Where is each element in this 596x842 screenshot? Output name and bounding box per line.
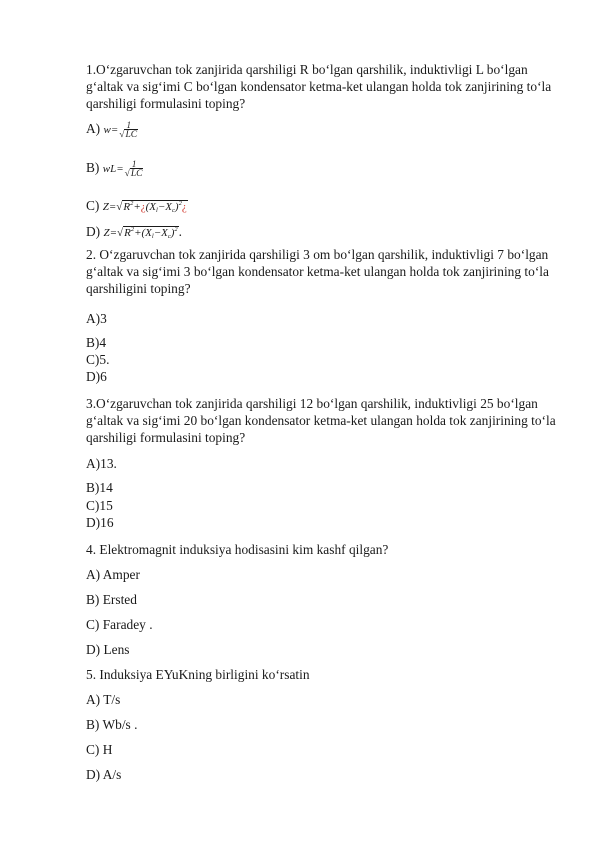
q3-option-c: C)15 bbox=[86, 498, 113, 513]
q1-option-a-label: A) bbox=[86, 121, 101, 137]
q1-option-a-formula bbox=[103, 120, 139, 140]
question-1-text: 1.O‘zgaruvchan tok zanjirida qarshiligi R bo‘lgan qarshilik, induktivligi L bo‘lgan g‘altak va sig‘imi C bo‘lgan kondensator ketma-ket ulangan holda tok zanjirining to‘la qarshiligi formulasini toping? bbox=[86, 62, 552, 111]
q3-option-a: A)13. bbox=[86, 456, 117, 471]
q1-option-d-formula: $Z=√R^2+(X_l-X_c)^2$ bbox=[103, 226, 178, 240]
q2-option-c: C)5. bbox=[86, 352, 110, 367]
q3-option-b: B)14 bbox=[86, 480, 113, 495]
q1-option-c-formula: $Z=√R^2+¿(X_l-X_c)^2¿$ bbox=[102, 200, 187, 214]
q1-a-fraction bbox=[119, 120, 138, 141]
q1-option-b-formula bbox=[102, 159, 144, 179]
q5-option-b: B) Wb/s . bbox=[86, 717, 138, 732]
question-4-text: 4. Elektromagnit induksiya hodisasini kim kashf qilgan? bbox=[86, 542, 389, 557]
question-5-text: 5. Induksiya EYuKning birligini ko‘rsatin bbox=[86, 667, 310, 682]
q1-a-numerator: 1 bbox=[126, 120, 131, 130]
q2-option-b: B)4 bbox=[86, 335, 107, 350]
q1-option-b-label: B) bbox=[86, 160, 100, 176]
q1-b-fraction bbox=[125, 159, 144, 180]
q1-option-c bbox=[86, 195, 556, 219]
q4-option-c: C) Faradey . bbox=[86, 617, 153, 632]
question-3-text: 3.O‘zgaruvchan tok zanjirida qarshiligi 12 bo‘lgan qarshilik, induktivligi 25 bo‘lgan g‘altak va sig‘imi 20 bo‘lgan kondensator ketma-ket ulangan holda tok zanjirining to‘la qarshiligi formulasini toping? bbox=[86, 396, 556, 445]
q1-option-d: D) $Z=√R^2+(X_l-X_c)^2$. bbox=[86, 224, 183, 240]
q1-option-c-label: C) bbox=[86, 198, 100, 213]
q5-option-d: D) A/s bbox=[86, 767, 122, 782]
q4-option-d: D) Lens bbox=[86, 642, 130, 657]
q1-a-lhs: w= bbox=[103, 124, 119, 137]
q1-option-d-label: D) bbox=[86, 224, 101, 239]
q1-b-lhs: wL= bbox=[102, 163, 124, 176]
q2-option-a: A)3 bbox=[86, 311, 107, 326]
q1-a-radicand: LC bbox=[125, 130, 138, 140]
q4-option-b: B) Ersted bbox=[86, 592, 137, 607]
q3-option-d: D)16 bbox=[86, 515, 114, 530]
question-2-text: 2. O‘zgaruvchan tok zanjirida qarshiligi 3 om bo‘lgan qarshilik, induktivligi 7 bo‘lgan g‘altak va sig‘imi 3 bo‘lgan kondensator ketma-ket ulangan holda tok zanjirining to‘la qarshiligini toping? bbox=[86, 247, 549, 296]
q1-b-denominator: √LC bbox=[124, 169, 143, 179]
q5-option-a: A) T/s bbox=[86, 692, 121, 707]
q1-a-denominator: √LC bbox=[119, 130, 138, 140]
q1-option-a bbox=[86, 120, 556, 141]
q1-option-b bbox=[86, 159, 556, 180]
q2-option-d: D)6 bbox=[86, 369, 107, 384]
q4-option-a: A) Amper bbox=[86, 567, 140, 582]
q5-option-c: C) H bbox=[86, 742, 113, 757]
q1-b-radicand: LC bbox=[130, 169, 143, 179]
q1-b-numerator: 1 bbox=[131, 159, 137, 169]
